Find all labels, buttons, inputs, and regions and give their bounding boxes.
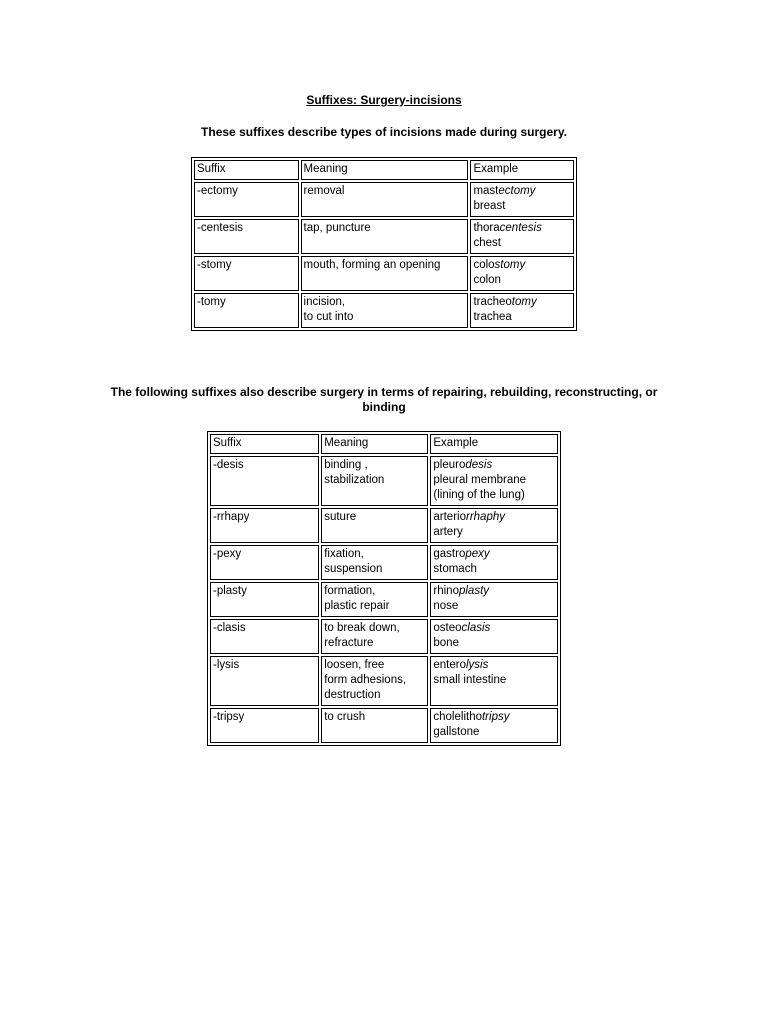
meaning-line: mouth, forming an opening (303, 259, 441, 271)
table-row (210, 545, 558, 580)
meaning-cell (321, 508, 428, 543)
table-row (210, 456, 558, 506)
meaning-line: refracture (324, 637, 374, 649)
example-suffix: desis (465, 459, 493, 471)
example-root: gastro (433, 548, 466, 560)
table-row (194, 256, 574, 291)
table-row (194, 293, 574, 328)
intro-text-2: The following suffixes also describe surgery in terms of repairing, rebuilding, reconstructing, or binding (110, 385, 658, 414)
example-word (473, 295, 571, 310)
example-suffix: tomy (511, 296, 537, 308)
suffix-cell: -pexy (210, 545, 319, 580)
example-suffix: centesis (499, 222, 542, 234)
meaning-line: incision, (303, 296, 346, 308)
meaning-cell (321, 545, 428, 580)
example-root: mast (473, 185, 499, 197)
example-meaning: small intestine (433, 674, 507, 686)
example-meaning: pleural membrane (433, 474, 527, 486)
suffix-table-incisions (191, 157, 577, 331)
suffix-cell: -plasty (210, 582, 319, 617)
header-suffix: Suffix (194, 160, 299, 180)
example-suffix: tripsy (481, 711, 510, 723)
meaning-cell (301, 293, 469, 328)
example-word (433, 510, 555, 525)
header-example: Example (430, 434, 558, 454)
example-root: rhino (433, 585, 459, 597)
meaning-line: formation, (324, 585, 376, 597)
example-cell (430, 545, 558, 580)
example-cell (430, 619, 558, 654)
suffix-cell: -ectomy (194, 182, 299, 217)
example-meaning: bone (433, 637, 459, 649)
table2-body (210, 434, 558, 743)
table-row (194, 182, 574, 217)
table-row (194, 219, 574, 254)
example-word (473, 184, 571, 199)
meaning-line: suture (324, 511, 357, 523)
example-suffix: ectomy (498, 185, 536, 197)
example-meaning: nose (433, 600, 459, 612)
suffix-table-repair (207, 431, 561, 746)
example-suffix: plasty (458, 585, 490, 597)
example-root: osteo (433, 622, 462, 634)
meaning-line: to cut into (303, 311, 354, 323)
meaning-cell (321, 619, 428, 654)
suffix-cell: -tomy (194, 293, 299, 328)
example-cell (470, 293, 574, 328)
example-meaning: artery (433, 526, 463, 538)
meaning-line: to break down, (324, 622, 400, 634)
meaning-cell (301, 182, 469, 217)
example-cell (430, 708, 558, 743)
example-root: colo (473, 259, 495, 271)
example-word (473, 258, 571, 273)
example-word (433, 621, 555, 636)
example-cell (430, 656, 558, 706)
example-suffix: pexy (465, 548, 490, 560)
meaning-line: removal (303, 185, 345, 197)
meaning-line: plastic repair (324, 600, 390, 612)
example-root: thora (473, 222, 500, 234)
meaning-cell (321, 456, 428, 506)
table-header-row (210, 434, 558, 454)
example-cell (470, 256, 574, 291)
suffix-cell: -centesis (194, 219, 299, 254)
example-word (433, 547, 555, 562)
example-word (433, 710, 555, 725)
example-meaning: colon (473, 274, 501, 286)
meaning-line: loosen, free (324, 659, 385, 671)
table-row (210, 582, 558, 617)
meaning-line: destruction (324, 689, 381, 701)
example-cell (470, 219, 574, 254)
example-suffix: lysis (466, 659, 489, 671)
example-root: pleuro (433, 459, 466, 471)
example-suffix: clasis (461, 622, 491, 634)
table1-body (194, 160, 574, 328)
header-meaning: Meaning (321, 434, 428, 454)
example-root: entero (433, 659, 466, 671)
meaning-line: fixation, (324, 548, 364, 560)
meaning-cell (321, 582, 428, 617)
example-root: cholelitho (433, 711, 482, 723)
meaning-line: form adhesions, (324, 674, 407, 686)
example-root: tracheo (473, 296, 512, 308)
table-row (210, 708, 558, 743)
example-meaning: stomach (433, 563, 477, 575)
example-word (433, 458, 555, 473)
example-root: arterio (433, 511, 466, 523)
meaning-line: to crush (324, 711, 366, 723)
meaning-cell (321, 708, 428, 743)
example-cell (430, 456, 558, 506)
header-suffix: Suffix (210, 434, 319, 454)
table-row (210, 508, 558, 543)
suffix-cell: -lysis (210, 656, 319, 706)
example-meaning: (lining of the lung) (433, 489, 525, 501)
example-word (433, 584, 555, 599)
suffix-cell: -stomy (194, 256, 299, 291)
intro-text-1: These suffixes describe types of incisions made during surgery. (201, 125, 567, 139)
example-word (473, 221, 571, 236)
page-title: Suffixes: Surgery-incisions (306, 93, 462, 107)
example-cell (430, 582, 558, 617)
table-row (210, 656, 558, 706)
suffix-cell: -rrhapy (210, 508, 319, 543)
meaning-line: suspension (324, 563, 383, 575)
meaning-cell (301, 219, 469, 254)
example-word (433, 658, 555, 673)
example-suffix: rrhaphy (466, 511, 505, 523)
example-cell (430, 508, 558, 543)
meaning-cell (301, 256, 469, 291)
suffix-cell: -tripsy (210, 708, 319, 743)
example-suffix: stomy (494, 259, 526, 271)
example-meaning: breast (473, 200, 506, 212)
meaning-line: binding , (324, 459, 368, 471)
suffix-cell: -desis (210, 456, 319, 506)
meaning-line: stabilization (324, 474, 385, 486)
table-header-row (194, 160, 574, 180)
example-meaning: gallstone (433, 726, 480, 738)
suffix-cell: -clasis (210, 619, 319, 654)
table-row (210, 619, 558, 654)
example-meaning: trachea (473, 311, 512, 323)
meaning-line: tap, puncture (303, 222, 371, 234)
example-cell (470, 182, 574, 217)
header-example: Example (470, 160, 574, 180)
example-meaning: chest (473, 237, 501, 249)
header-meaning: Meaning (301, 160, 469, 180)
meaning-cell (321, 656, 428, 706)
